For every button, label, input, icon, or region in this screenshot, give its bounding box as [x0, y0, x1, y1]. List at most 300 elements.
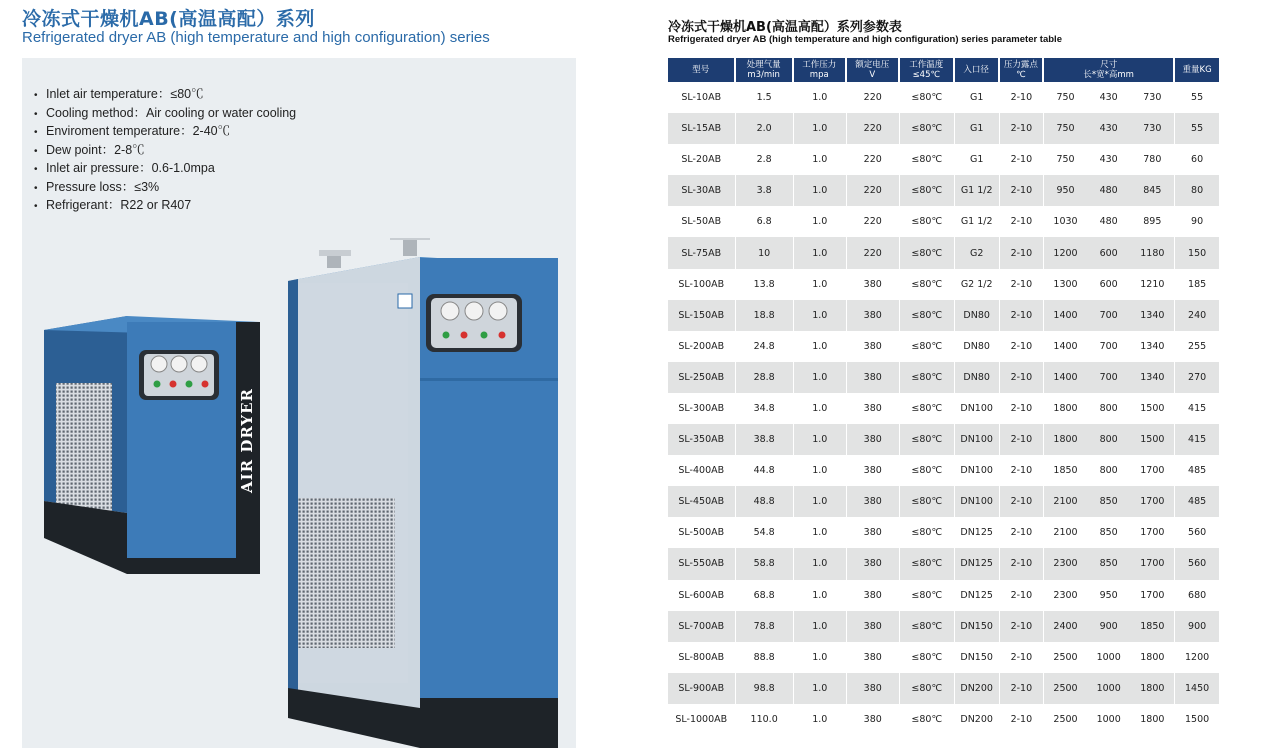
cell-pressure: 1.0: [812, 92, 828, 104]
spec-item: • Cooling method：Air cooling or water cooling: [34, 105, 297, 120]
cell-width: 1000: [1096, 651, 1121, 663]
cell-inlet: G1: [969, 154, 984, 166]
cell-weight: 60: [1191, 154, 1204, 166]
back-machine: [44, 316, 260, 574]
cell-width: 430: [1099, 92, 1118, 104]
cell-inlet: G1: [969, 92, 984, 104]
cell-dew-point: 2-10: [1010, 154, 1033, 166]
cell-height: 1340: [1130, 362, 1174, 393]
header-label: 压力露点: [1003, 60, 1038, 70]
cell-model: SL-300AB: [678, 402, 725, 414]
left-title: 冷冻式干燥机AB(高温高配）系列: [22, 8, 315, 30]
cell-voltage: 380: [863, 465, 882, 477]
cell-inlet: DN100: [960, 465, 993, 477]
cell-height: 1700: [1140, 527, 1165, 539]
cell-flow: 24.8: [753, 340, 775, 352]
cell-length: 1300: [1053, 278, 1078, 290]
cell-length: 1800: [1053, 402, 1078, 414]
cell-dew-point: 2-10: [1000, 237, 1044, 268]
cell-dew-point: 2-10: [1000, 424, 1044, 455]
cell-temperature: ≤80℃: [900, 113, 954, 144]
cell-temperature: ≤80℃: [900, 175, 954, 206]
spec-item: • Inlet air temperature：≤80℃: [34, 87, 204, 101]
table-row: [668, 704, 1219, 735]
cell-dew-point: 2-10: [1000, 175, 1044, 206]
cell-width: 800: [1087, 424, 1131, 455]
cell-weight: 255: [1188, 340, 1207, 352]
cell-inlet: G1: [955, 113, 999, 144]
cell-height: 1700: [1140, 589, 1165, 601]
spec-text: Enviroment temperature：2-40℃: [46, 124, 231, 138]
cell-model: SL-30AB: [668, 175, 735, 206]
cell-weight: 240: [1175, 300, 1219, 331]
header-label: 入口径: [963, 65, 989, 75]
cell-height: 1180: [1130, 237, 1174, 268]
cell-pressure: 1.0: [812, 216, 828, 228]
cell-voltage: 220: [863, 92, 882, 104]
header-flow: [736, 58, 793, 82]
cell-temperature: ≤80℃: [900, 362, 954, 393]
table-row: [668, 548, 1219, 579]
cell-voltage: 220: [847, 175, 899, 206]
cell-pressure: 1.0: [812, 527, 828, 539]
cell-inlet: DN80: [955, 362, 999, 393]
cell-width: 700: [1087, 300, 1131, 331]
cell-width: 950: [1099, 589, 1118, 601]
cell-dew-point: 2-10: [1010, 589, 1033, 601]
cell-width: 800: [1099, 465, 1118, 477]
cell-model: SL-450AB: [668, 486, 735, 517]
cell-model: SL-20AB: [681, 154, 722, 166]
cell-length: 750: [1056, 92, 1075, 104]
cell-width: 1000: [1096, 713, 1121, 725]
header-label: 型号: [692, 65, 710, 75]
cell-flow: 110.0: [750, 713, 778, 725]
cell-dew-point: 2-10: [1000, 611, 1044, 642]
header-label: 工作温度: [909, 60, 944, 70]
cell-voltage: 380: [863, 713, 882, 725]
cell-inlet: DN200: [960, 713, 993, 725]
cell-model: SL-500AB: [678, 527, 725, 539]
cell-temperature: ≤80℃: [900, 300, 954, 331]
cell-pressure: 1.0: [812, 154, 828, 166]
cell-flow: 2.8: [756, 154, 772, 166]
cell-voltage: 220: [847, 113, 899, 144]
cell-temperature: ≤80℃: [900, 424, 954, 455]
cell-height: 1500: [1140, 402, 1165, 414]
header-label: 处理气量: [746, 60, 781, 70]
cell-dew-point: 2-10: [1000, 673, 1044, 704]
cell-model: SL-700AB: [668, 611, 735, 642]
cell-voltage: 380: [847, 362, 899, 393]
spec-text: Cooling method：Air cooling or water cooling: [46, 105, 297, 120]
cell-pressure: 1.0: [794, 548, 846, 579]
cell-inlet: DN80: [963, 340, 990, 352]
cell-flow: 2.0: [736, 113, 793, 144]
cell-model: SL-800AB: [678, 651, 725, 663]
cell-pressure: 1.0: [794, 300, 846, 331]
cell-pressure: 1.0: [812, 589, 828, 601]
cell-flow: 68.8: [753, 589, 775, 601]
header-unit: 长*宽*高mm: [1083, 70, 1134, 80]
cell-flow: 18.8: [736, 300, 793, 331]
cell-pressure: 1.0: [812, 465, 828, 477]
cell-flow: 44.8: [753, 465, 775, 477]
spec-text: Inlet air temperature：≤80℃: [46, 87, 204, 101]
cell-dew-point: 2-10: [1010, 465, 1033, 477]
spec-item: • Dew point：2-8℃: [34, 142, 145, 157]
cell-weight: 900: [1175, 611, 1219, 642]
cell-inlet: DN150: [960, 651, 993, 663]
cell-length: 1800: [1044, 424, 1087, 455]
cell-model: SL-400AB: [678, 465, 725, 477]
cell-width: 1000: [1087, 673, 1131, 704]
cell-temperature: ≤80℃: [911, 216, 943, 228]
cell-model: SL-50AB: [681, 216, 722, 228]
cell-temperature: ≤80℃: [900, 548, 954, 579]
cell-length: 1030: [1053, 216, 1078, 228]
cell-flow: 54.8: [753, 527, 775, 539]
cell-pressure: 1.0: [794, 673, 846, 704]
cell-voltage: 380: [863, 527, 882, 539]
cell-pressure: 1.0: [812, 402, 828, 414]
spec-item: • Pressure loss：≤3%: [34, 179, 160, 194]
cell-length: 2300: [1044, 548, 1087, 579]
cell-length: 750: [1056, 154, 1075, 166]
cell-dew-point: 2-10: [1000, 548, 1044, 579]
cell-temperature: ≤80℃: [911, 713, 943, 725]
spec-item: • Enviroment temperature：2-40℃: [34, 124, 231, 138]
cell-model: SL-10AB: [681, 92, 722, 104]
header-unit: ≤45℃: [912, 70, 941, 80]
cell-weight: 485: [1175, 486, 1219, 517]
cell-flow: 28.8: [736, 362, 793, 393]
cell-weight: 55: [1175, 113, 1219, 144]
cell-height: 1700: [1140, 465, 1165, 477]
cell-height: 1800: [1130, 673, 1174, 704]
cell-temperature: ≤80℃: [900, 486, 954, 517]
cell-length: 1400: [1044, 362, 1087, 393]
cell-height: 895: [1143, 216, 1162, 228]
header-unit: m3/min: [747, 70, 780, 80]
cell-inlet: G1 1/2: [955, 175, 999, 206]
cell-height: 1800: [1140, 713, 1165, 725]
cell-height: 1340: [1140, 340, 1165, 352]
cell-height: 730: [1143, 92, 1162, 104]
spec-text: Pressure loss：≤3%: [46, 179, 160, 194]
cell-model: SL-75AB: [668, 237, 735, 268]
cell-weight: 680: [1188, 589, 1207, 601]
cell-inlet: DN80: [955, 300, 999, 331]
left-subtitle: Refrigerated dryer AB (high temperature and high configuration) series: [22, 29, 490, 46]
cell-width: 480: [1099, 216, 1118, 228]
cell-inlet: DN125: [960, 527, 993, 539]
cell-temperature: ≤80℃: [900, 673, 954, 704]
cell-length: 2300: [1053, 589, 1078, 601]
header-weight: [1175, 58, 1219, 82]
spec-text: Inlet air pressure：0.6-1.0mpa: [46, 161, 215, 175]
cell-flow: 78.8: [736, 611, 793, 642]
cell-voltage: 380: [847, 611, 899, 642]
header-dew-point: [1000, 58, 1044, 82]
cell-weight: 150: [1175, 237, 1219, 268]
cell-pressure: 1.0: [812, 713, 828, 725]
header-dimensions: [1044, 58, 1174, 82]
cell-model: SL-100AB: [678, 278, 725, 290]
cell-temperature: ≤80℃: [911, 278, 943, 290]
cell-model: SL-15AB: [668, 113, 735, 144]
table-row: [668, 113, 1219, 144]
cell-dew-point: 2-10: [1010, 527, 1033, 539]
cell-model: SL-200AB: [678, 340, 725, 352]
cell-height: 1700: [1130, 486, 1174, 517]
cell-model: SL-550AB: [668, 548, 735, 579]
air-dryer-product-image: [22, 238, 576, 748]
header-label: 额定电压: [855, 60, 890, 70]
cell-flow: 48.8: [736, 486, 793, 517]
cell-flow: 34.8: [753, 402, 775, 414]
table-header-row: [668, 58, 1219, 82]
air-dryer-label: AIR DRYER: [238, 388, 256, 493]
cell-dew-point: 2-10: [1010, 713, 1033, 725]
cell-pressure: 1.0: [794, 611, 846, 642]
right-subtitle: Refrigerated dryer AB (high temperature and high configuration) series parameter table: [668, 34, 1062, 45]
cell-model: SL-600AB: [678, 589, 725, 601]
cell-voltage: 220: [863, 216, 882, 228]
front-machine: [288, 238, 558, 748]
spec-text: Dew point：2-8℃: [46, 142, 145, 157]
cell-voltage: 380: [863, 651, 882, 663]
cell-weight: 1200: [1185, 651, 1210, 663]
cell-height: 1500: [1130, 424, 1174, 455]
cell-inlet: DN100: [955, 486, 999, 517]
cell-weight: 55: [1191, 92, 1204, 104]
table-row: [668, 517, 1219, 548]
cell-weight: 90: [1191, 216, 1204, 228]
cell-weight: 1500: [1185, 713, 1210, 725]
cell-dew-point: 2-10: [1000, 300, 1044, 331]
cell-length: 2500: [1053, 651, 1078, 663]
cell-height: 845: [1130, 175, 1174, 206]
cell-flow: 58.8: [736, 548, 793, 579]
table-row: [668, 144, 1219, 175]
cell-length: 950: [1044, 175, 1087, 206]
cell-weight: 1450: [1175, 673, 1219, 704]
cell-dew-point: 2-10: [1010, 92, 1033, 104]
cell-dew-point: 2-10: [1010, 402, 1033, 414]
table-row: [668, 455, 1219, 486]
cell-voltage: 380: [863, 278, 882, 290]
cell-flow: 6.8: [756, 216, 772, 228]
cell-flow: 3.8: [736, 175, 793, 206]
header-model: [668, 58, 735, 82]
cell-voltage: 380: [847, 300, 899, 331]
cell-model: SL-350AB: [668, 424, 735, 455]
header-voltage: [847, 58, 899, 82]
cell-pressure: 1.0: [794, 362, 846, 393]
table-row: [668, 82, 1219, 113]
cell-pressure: 1.0: [794, 486, 846, 517]
cell-length: 1400: [1044, 300, 1087, 331]
cell-weight: 415: [1175, 424, 1219, 455]
table-row: [668, 393, 1219, 424]
table-row: [668, 642, 1219, 673]
table-row: [668, 611, 1219, 642]
cell-weight: 485: [1188, 465, 1207, 477]
cell-temperature: ≤80℃: [911, 589, 943, 601]
cell-pressure: 1.0: [812, 340, 828, 352]
cell-pressure: 1.0: [794, 237, 846, 268]
cell-width: 900: [1087, 611, 1131, 642]
cell-height: 1340: [1130, 300, 1174, 331]
spec-item: • Refrigerant：R22 or R407: [34, 198, 192, 212]
cell-inlet: DN100: [955, 424, 999, 455]
table-row: [668, 331, 1219, 362]
cell-voltage: 220: [847, 237, 899, 268]
cell-dew-point: 2-10: [1010, 278, 1033, 290]
cell-temperature: ≤80℃: [900, 611, 954, 642]
cell-dew-point: 2-10: [1010, 340, 1033, 352]
table-header: [668, 58, 1219, 82]
cell-flow: 13.8: [753, 278, 775, 290]
cell-model: SL-1000AB: [675, 713, 728, 725]
cell-weight: 560: [1188, 527, 1207, 539]
cell-voltage: 380: [847, 486, 899, 517]
cell-length: 750: [1044, 113, 1087, 144]
cell-inlet: DN125: [960, 589, 993, 601]
cell-length: 2100: [1053, 527, 1078, 539]
cell-voltage: 380: [847, 673, 899, 704]
cell-weight: 270: [1175, 362, 1219, 393]
spec-item: • Inlet air pressure：0.6-1.0mpa: [34, 161, 215, 175]
cell-weight: 80: [1175, 175, 1219, 206]
cell-height: 730: [1130, 113, 1174, 144]
header-unit: V: [869, 70, 876, 80]
cell-height: 1800: [1140, 651, 1165, 663]
cell-inlet: G2: [955, 237, 999, 268]
cell-flow: 1.5: [756, 92, 772, 104]
cell-dew-point: 2-10: [1010, 651, 1033, 663]
table-row: [668, 673, 1219, 704]
table-row: [668, 424, 1219, 455]
header-inlet: [955, 58, 999, 82]
cell-model: SL-150AB: [668, 300, 735, 331]
cell-flow: 88.8: [753, 651, 775, 663]
table-row: [668, 486, 1219, 517]
cell-dew-point: 2-10: [1000, 113, 1044, 144]
cell-voltage: 380: [863, 402, 882, 414]
header-label: 工作压力: [802, 60, 837, 70]
cell-voltage: 380: [847, 548, 899, 579]
cell-dew-point: 2-10: [1000, 362, 1044, 393]
cell-inlet: G2 1/2: [960, 278, 993, 290]
cell-weight: 185: [1188, 278, 1207, 290]
cell-pressure: 1.0: [812, 651, 828, 663]
cell-temperature: ≤80℃: [911, 340, 943, 352]
cell-temperature: ≤80℃: [911, 154, 943, 166]
cell-weight: 415: [1188, 402, 1207, 414]
cell-dew-point: 2-10: [1000, 486, 1044, 517]
cell-width: 430: [1087, 113, 1131, 144]
cell-width: 850: [1087, 548, 1131, 579]
cell-inlet: DN125: [955, 548, 999, 579]
cell-flow: 98.8: [736, 673, 793, 704]
cell-temperature: ≤80℃: [911, 465, 943, 477]
cell-length: 1400: [1053, 340, 1078, 352]
spec-text: Refrigerant：R22 or R407: [46, 198, 192, 212]
cell-width: 700: [1087, 362, 1131, 393]
cell-height: 780: [1143, 154, 1162, 166]
cell-voltage: 380: [847, 424, 899, 455]
cell-length: 2500: [1044, 673, 1087, 704]
cell-length: 1200: [1044, 237, 1087, 268]
cell-inlet: DN200: [955, 673, 999, 704]
cell-weight: 560: [1175, 548, 1219, 579]
product-photo-panel: [22, 58, 576, 748]
cell-pressure: 1.0: [794, 424, 846, 455]
cell-flow: 38.8: [736, 424, 793, 455]
header-unit: mpa: [809, 70, 829, 80]
table-row: [668, 362, 1219, 393]
table-row: [668, 269, 1219, 300]
table-row: [668, 206, 1219, 237]
header-label: 重量KG: [1182, 65, 1212, 75]
cell-inlet: DN100: [960, 402, 993, 414]
cell-length: 2500: [1053, 713, 1078, 725]
table-row: [668, 300, 1219, 331]
cell-temperature: ≤80℃: [900, 237, 954, 268]
cell-model: SL-250AB: [668, 362, 735, 393]
cell-width: 600: [1087, 237, 1131, 268]
cell-height: 1210: [1140, 278, 1165, 290]
cell-temperature: ≤80℃: [911, 651, 943, 663]
right-title: 冷冻式干燥机AB(高温高配）系列参数表: [668, 20, 902, 35]
cell-model: SL-900AB: [668, 673, 735, 704]
cell-inlet: G1 1/2: [960, 216, 993, 228]
cell-height: 1850: [1130, 611, 1174, 642]
spec-list: [34, 85, 296, 215]
parameter-table: [668, 58, 1219, 735]
cell-temperature: ≤80℃: [911, 402, 943, 414]
cell-voltage: 380: [863, 589, 882, 601]
cell-height: 1700: [1130, 548, 1174, 579]
header-unit: ℃: [1016, 70, 1026, 80]
table-row: [668, 580, 1219, 611]
cell-pressure: 1.0: [794, 113, 846, 144]
cell-pressure: 1.0: [794, 175, 846, 206]
cell-voltage: 220: [863, 154, 882, 166]
cell-pressure: 1.0: [812, 278, 828, 290]
table-row: [668, 175, 1219, 206]
cell-width: 800: [1099, 402, 1118, 414]
cell-width: 430: [1099, 154, 1118, 166]
cell-length: 2100: [1044, 486, 1087, 517]
cell-width: 600: [1099, 278, 1118, 290]
cell-length: 1850: [1053, 465, 1078, 477]
cell-width: 850: [1087, 486, 1131, 517]
cell-temperature: ≤80℃: [911, 527, 943, 539]
cell-width: 480: [1087, 175, 1131, 206]
cell-width: 850: [1099, 527, 1118, 539]
header-pressure: [794, 58, 846, 82]
header-label: 尺寸: [1100, 60, 1118, 70]
cell-voltage: 380: [863, 340, 882, 352]
cell-dew-point: 2-10: [1010, 216, 1033, 228]
cell-width: 700: [1099, 340, 1118, 352]
table-body: [668, 82, 1219, 735]
table-row: [668, 237, 1219, 268]
cell-length: 2400: [1044, 611, 1087, 642]
